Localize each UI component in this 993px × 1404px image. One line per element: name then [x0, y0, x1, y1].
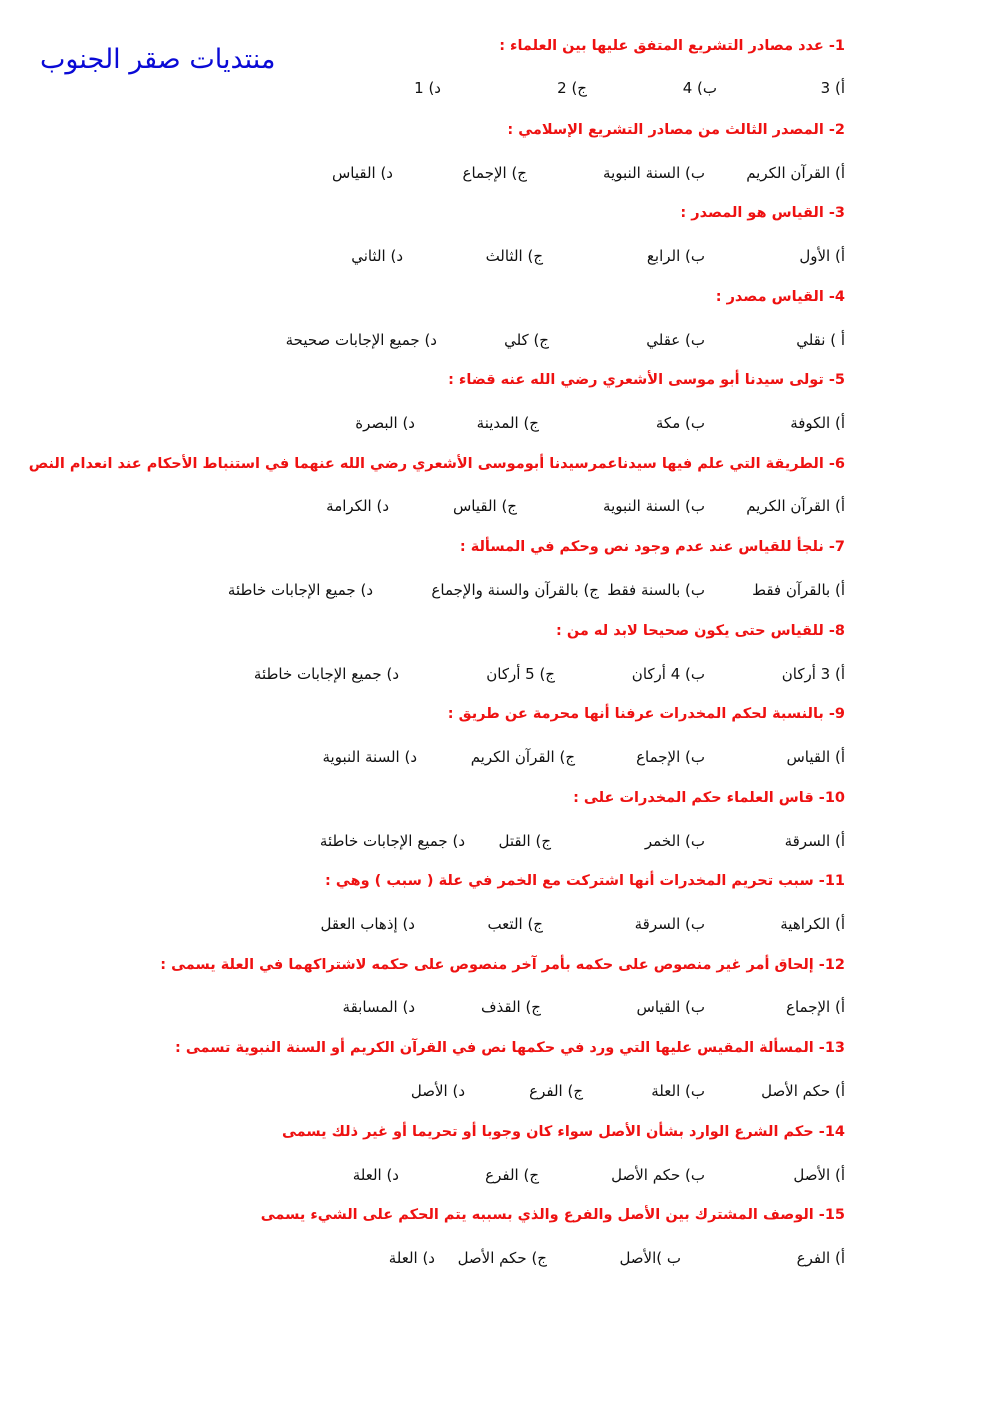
options-2 — [205, 164, 845, 188]
option-b: ب) الخمر — [644, 832, 705, 850]
option-a: أ) 3 أركان — [781, 665, 845, 683]
option-a: أ) 3 — [820, 79, 845, 97]
question-7: 7- نلجأ للقياس عند عدم وجود نص وحكم في المسألة : — [459, 539, 845, 555]
option-c: ج) بالقرآن والسنة والإجماع — [431, 581, 599, 599]
option-b: ب) مكة — [655, 414, 705, 432]
option-d: د) المسابقة — [342, 998, 415, 1016]
question-10: 10- قاس العلماء حكم المخدرات على : — [573, 790, 845, 806]
option-c: ج) الإجماع — [462, 164, 527, 182]
question-9: 9- بالنسبة لحكم المخدرات عرفنا أنها محرمة عن طريق : — [447, 706, 845, 722]
option-c: ج) القرآن الكريم — [470, 748, 575, 766]
options-11 — [205, 915, 845, 939]
option-a: أ ) نقلي — [796, 331, 845, 349]
question-2: 2- المصدر الثالث من مصادر التشريع الإسلامي : — [507, 122, 845, 138]
option-d: د) السنة النبوية — [322, 748, 417, 766]
option-d: د) جميع الإجابات صحيحة — [285, 331, 437, 349]
option-a: أ) القرآن الكريم — [746, 497, 845, 515]
option-b: ب) 4 — [682, 79, 717, 97]
question-13: 13- المسألة المقيس عليها التي ورد في حكمها نص في القرآن الكريم أو السنة النبوية تسمى : — [174, 1040, 845, 1056]
question-12: 12- إلحاق أمر غير منصوص على حكمه بأمر آخر منصوص على حكمه لاشتراكهما في العلة يسمى : — [160, 957, 845, 973]
option-c: ج) القياس — [452, 497, 517, 515]
option-d: د) جميع الإجابات خاطئة — [227, 581, 373, 599]
options-3 — [205, 247, 845, 271]
options-10 — [205, 832, 845, 856]
option-a: أ) الأصل — [793, 1166, 845, 1184]
option-c: ج) القذف — [480, 998, 541, 1016]
options-7 — [205, 581, 845, 605]
option-d: د) القياس — [331, 164, 393, 182]
option-b: ب )الأصل — [619, 1249, 681, 1267]
option-d: د) العلة — [388, 1249, 435, 1267]
option-d: د) الأصل — [410, 1082, 465, 1100]
question-15: 15- الوصف المشترك بين الأصل والفرع والذي بسببه يتم الحكم على الشيء يسمى — [260, 1207, 845, 1223]
option-b: ب) السنة النبوية — [603, 164, 705, 182]
option-a: أ) السرقة — [784, 832, 845, 850]
question-14: 14- حكم الشرع الوارد بشأن الأصل سواء كان وجوبا أو تحريما أو غير ذلك يسمى — [282, 1124, 845, 1140]
option-b: ب) السنة النبوية — [603, 497, 705, 515]
option-d: د) جميع الإجابات خاطئة — [253, 665, 399, 683]
option-b: ب) حكم الأصل — [611, 1166, 705, 1184]
option-b: ب) 4 أركان — [631, 665, 705, 683]
option-a: أ) بالقرآن فقط — [752, 581, 845, 599]
options-1 — [205, 79, 845, 103]
option-a: أ) حكم الأصل — [761, 1082, 845, 1100]
option-c: ج) الفرع — [529, 1082, 583, 1100]
option-a: أ) القرآن الكريم — [746, 164, 845, 182]
question-3: 3- القياس هو المصدر : — [680, 205, 845, 221]
question-5: 5- تولى سيدنا أبو موسى الأشعري رضي الله عنه قضاء : — [448, 372, 845, 388]
option-b: ب) العلة — [651, 1082, 705, 1100]
options-4 — [205, 331, 845, 355]
option-b: ب) السرقة — [634, 915, 705, 933]
option-d: د) الثاني — [351, 247, 403, 265]
options-8 — [205, 665, 845, 689]
option-b: ب) بالسنة فقط — [607, 581, 705, 599]
options-15 — [205, 1249, 845, 1273]
option-c: ج) حكم الأصل — [457, 1249, 547, 1267]
option-b: ب) الإجماع — [636, 748, 705, 766]
option-a: أ) الكراهية — [780, 915, 845, 933]
option-d: د) الكرامة — [326, 497, 389, 515]
option-b: ب) الرابع — [646, 247, 705, 265]
options-5 — [205, 414, 845, 438]
option-a: أ) القياس — [786, 748, 845, 766]
option-c: ج) كلي — [504, 331, 549, 349]
option-d: د) 1 — [414, 79, 441, 97]
option-a: أ) الفرع — [796, 1249, 845, 1267]
option-c: ج) القتل — [498, 832, 551, 850]
options-6 — [205, 497, 845, 521]
question-4: 4- القياس مصدر : — [715, 289, 845, 305]
option-c: ج) المدينة — [476, 414, 539, 432]
question-6: 6- الطريقة التي علم فيها سيدناعمرسيدنا أبوموسى الأشعري رضي الله عنهما في استنباط الأحكام عند انعدام النص — [28, 456, 845, 472]
option-b: ب) القياس — [636, 998, 705, 1016]
question-8: 8- للقياس حتى يكون صحيحا لابد له من : — [555, 623, 845, 639]
option-d: د) البصرة — [355, 414, 415, 432]
option-d: د) العلة — [352, 1166, 399, 1184]
option-a: أ) الأول — [799, 247, 845, 265]
option-a: أ) الكوفة — [790, 414, 845, 432]
options-14 — [205, 1166, 845, 1190]
option-d: د) جميع الإجابات خاطئة — [319, 832, 465, 850]
question-11: 11- سبب تحريم المخدرات أنها اشتركت مع الخمر في علة ( سبب ) وهي : — [325, 873, 845, 889]
question-1: 1- عدد مصادر التشريع المتفق عليها بين العلماء : — [499, 38, 845, 54]
option-a: أ) الإجماع — [786, 998, 845, 1016]
option-c: ج) 2 — [557, 79, 587, 97]
option-d: د) إذهاب العقل — [320, 915, 415, 933]
option-c: ج) 5 أركان — [486, 665, 555, 683]
option-c: ج) الثالث — [485, 247, 543, 265]
option-c: ج) الفرع — [485, 1166, 539, 1184]
options-12 — [205, 998, 845, 1022]
option-c: ج) التعب — [487, 915, 543, 933]
option-b: ب) عقلي — [646, 331, 705, 349]
options-9 — [205, 748, 845, 772]
options-13 — [205, 1082, 845, 1106]
site-title: منتديات صقر الجنوب — [40, 44, 276, 75]
